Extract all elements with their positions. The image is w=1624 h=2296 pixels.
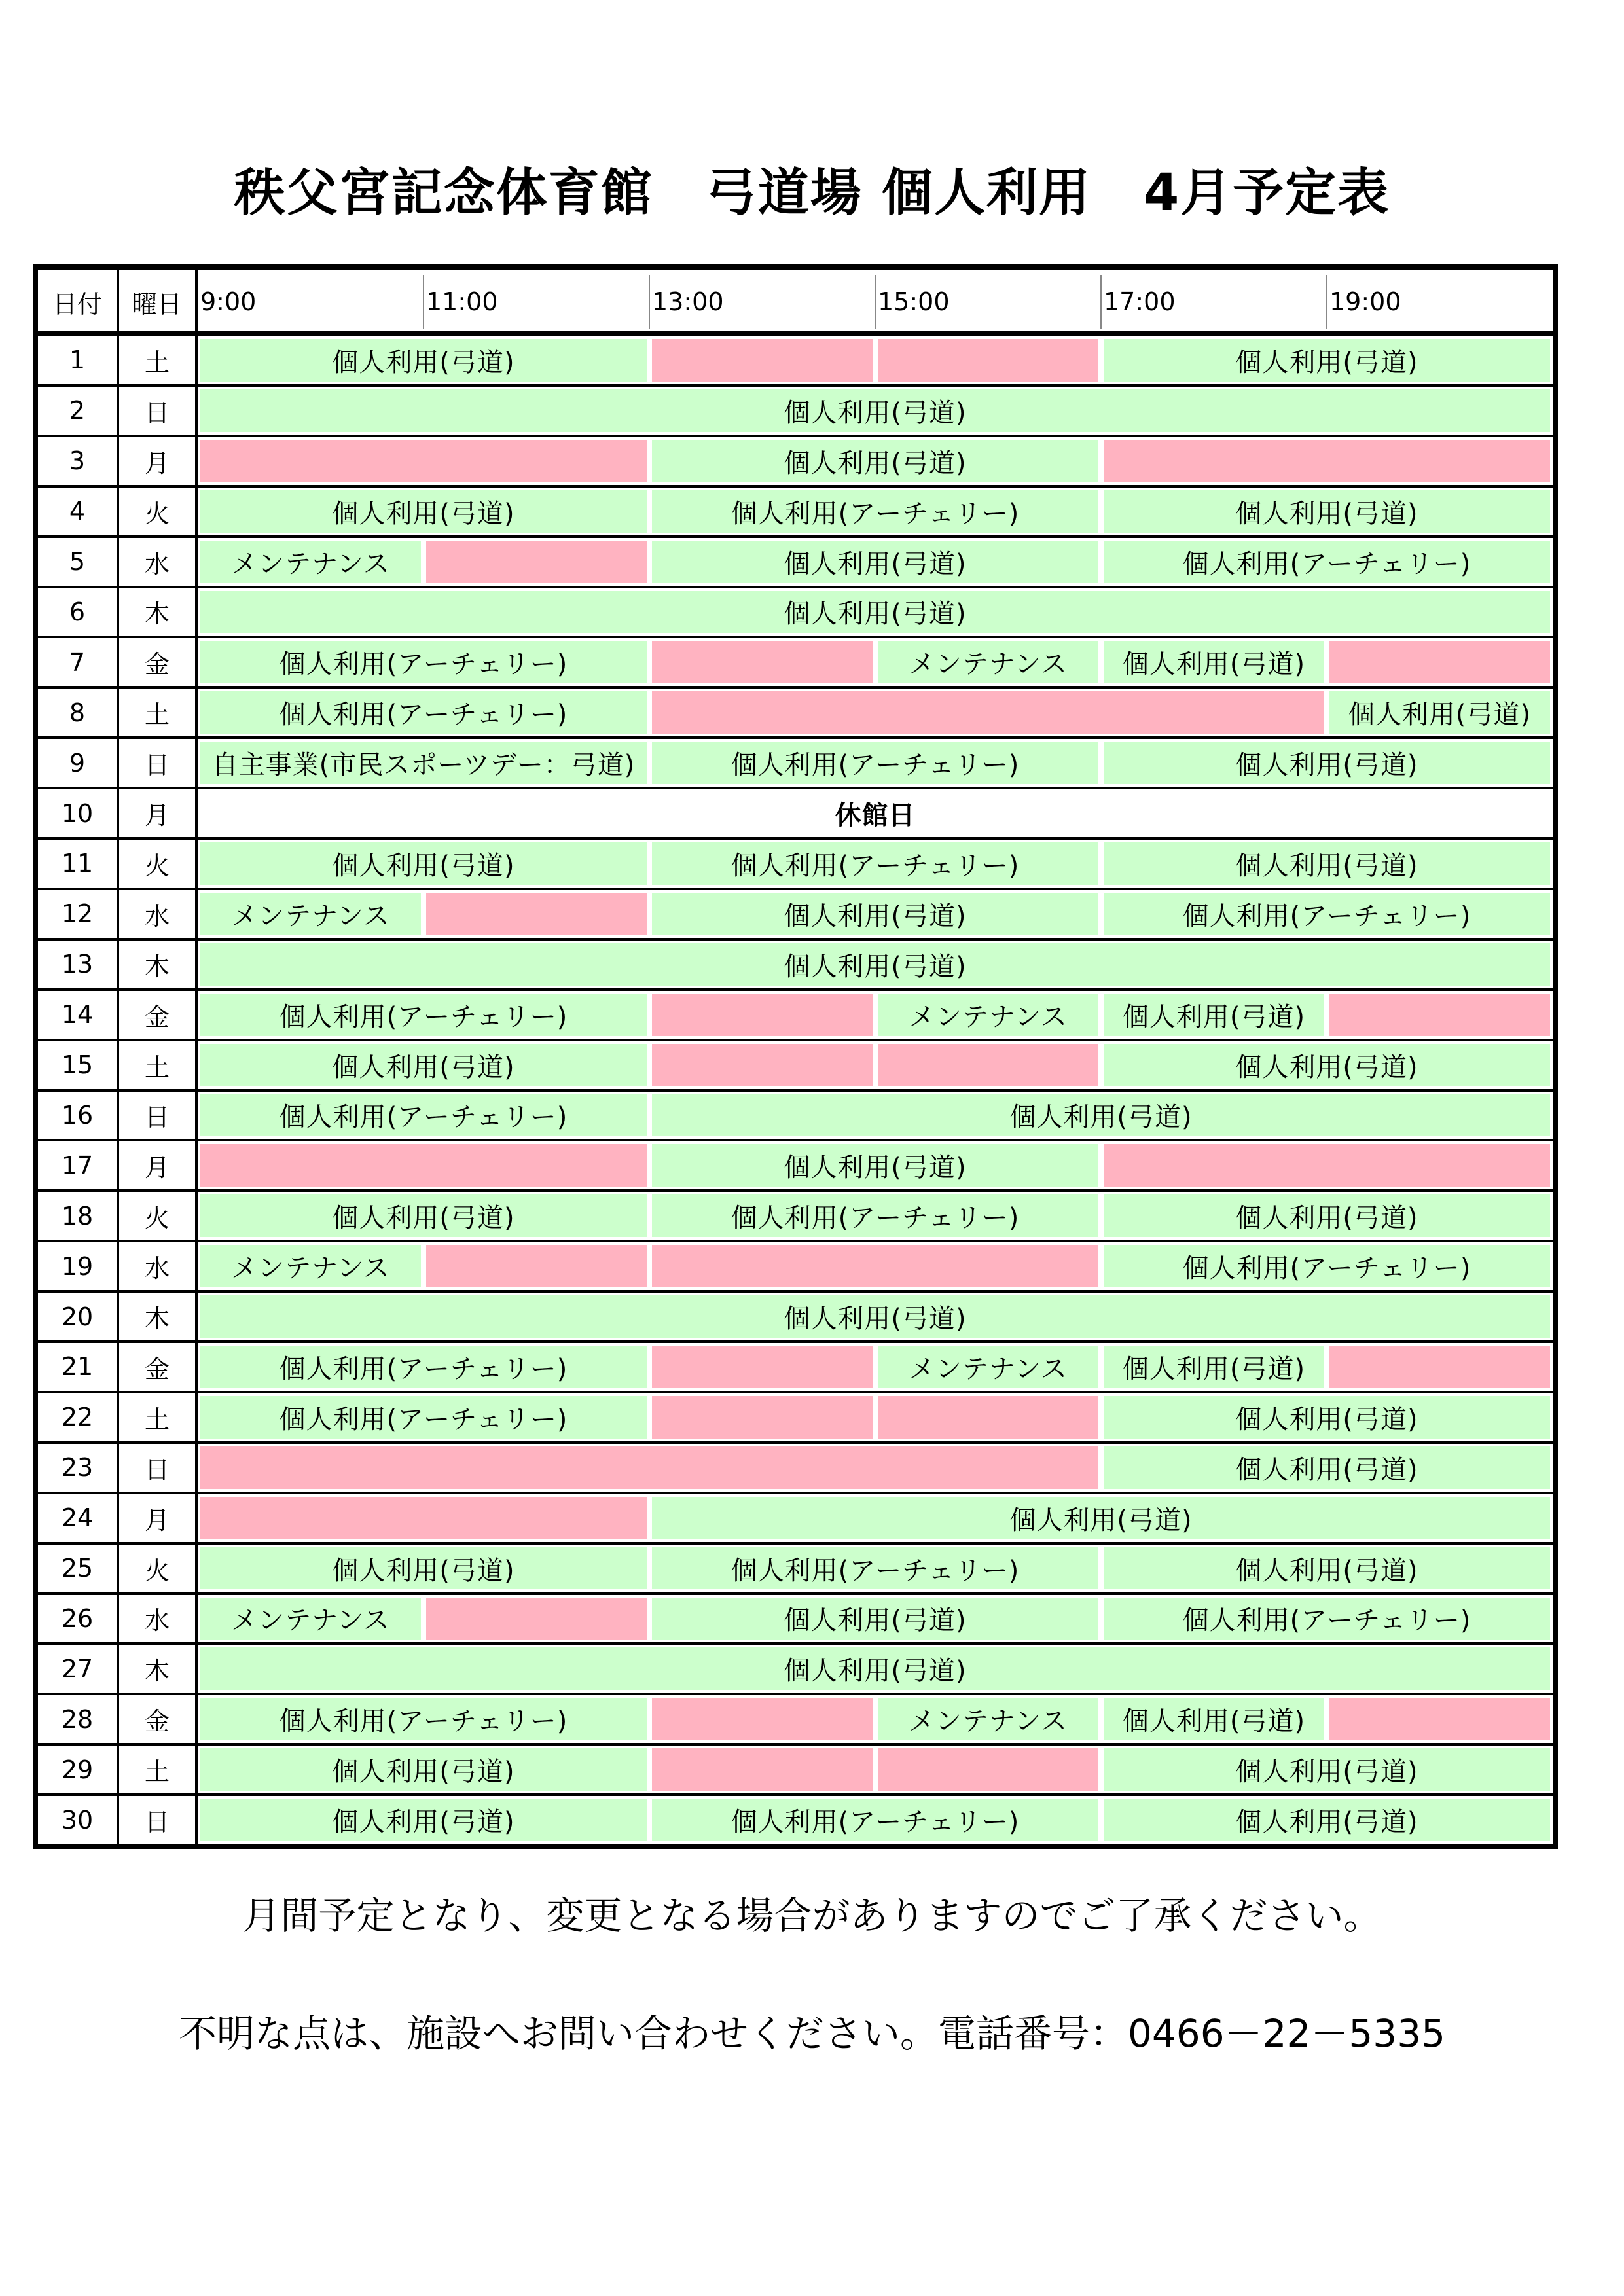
usage-slot: 個人利用(弓道) (652, 541, 1098, 583)
row-weekday: 火 (144, 1556, 170, 1585)
usage-slot: 個人利用(アーチェリー) (652, 742, 1098, 784)
header-divider (38, 331, 1553, 336)
usage-slot: 個人利用(弓道) (200, 591, 1550, 634)
header-date: 日付 (52, 289, 102, 319)
usage-slot: 個人利用(アーチェリー) (200, 1698, 647, 1740)
row-weekday: 火 (144, 1204, 170, 1233)
empty-slot (426, 1598, 647, 1640)
usage-slot: 個人利用(弓道) (1104, 1748, 1550, 1791)
usage-slot: 個人利用(アーチェリー) (200, 691, 647, 734)
usage-slot: 個人利用(弓道) (200, 339, 647, 382)
empty-slot (878, 1748, 1098, 1791)
row-date: 13 (61, 950, 94, 979)
header-time: 17:00 (1104, 287, 1176, 316)
row-divider (38, 535, 1553, 538)
row-divider (38, 1089, 1553, 1092)
usage-slot: 個人利用(弓道) (200, 1647, 1550, 1690)
row-weekday: 日 (144, 751, 170, 780)
row-date: 28 (61, 1704, 94, 1734)
row-date: 21 (61, 1352, 94, 1382)
row-date: 16 (61, 1100, 94, 1130)
empty-slot (652, 994, 873, 1036)
empty-slot (426, 1245, 647, 1287)
usage-slot: 個人利用(アーチェリー) (652, 490, 1098, 533)
empty-slot (652, 641, 873, 683)
row-divider (38, 787, 1553, 789)
usage-slot: 個人利用(弓道) (1104, 1044, 1550, 1086)
usage-slot: 個人利用(弓道) (200, 1194, 647, 1237)
row-date: 10 (61, 798, 94, 828)
row-divider (38, 1240, 1553, 1242)
row-divider (38, 1391, 1553, 1393)
maintenance-slot: メンテナンス (878, 1346, 1098, 1388)
row-date: 11 (61, 849, 94, 878)
row-weekday: 金 (144, 650, 170, 679)
header-time-divider (423, 275, 424, 329)
row-weekday: 木 (144, 952, 170, 981)
row-date: 23 (61, 1453, 94, 1482)
usage-slot: 個人利用(弓道) (1104, 1346, 1324, 1388)
row-date: 26 (61, 1604, 94, 1633)
row-divider (38, 1139, 1553, 1141)
usage-slot: 個人利用(弓道) (1329, 691, 1550, 734)
row-weekday: 金 (144, 1002, 170, 1031)
row-divider (38, 1743, 1553, 1746)
row-weekday: 日 (144, 1455, 170, 1484)
empty-slot (652, 691, 1324, 734)
usage-slot: 個人利用(アーチェリー) (652, 1799, 1098, 1841)
row-weekday: 日 (144, 1808, 170, 1837)
row-date: 22 (61, 1403, 94, 1432)
header-time-divider (875, 275, 876, 329)
maintenance-slot: メンテナンス (200, 1245, 421, 1287)
maintenance-slot: メンテナンス (878, 1698, 1098, 1740)
empty-slot (1104, 440, 1550, 482)
row-divider (38, 686, 1553, 689)
row-weekday: 土 (144, 348, 170, 377)
header-time: 15:00 (878, 287, 950, 316)
row-divider (38, 1290, 1553, 1293)
usage-slot: 個人利用(弓道) (1104, 490, 1550, 533)
row-weekday: 土 (144, 1405, 170, 1434)
header-weekday: 曜日 (132, 289, 182, 319)
empty-slot (200, 1497, 647, 1539)
row-divider (38, 586, 1553, 588)
row-date: 2 (69, 396, 86, 425)
header-time: 13:00 (652, 287, 724, 316)
row-weekday: 木 (144, 1304, 170, 1334)
row-divider (38, 1340, 1553, 1343)
usage-slot: 個人利用(弓道) (1104, 641, 1324, 683)
empty-slot (652, 1346, 873, 1388)
usage-slot: 個人利用(アーチェリー) (200, 994, 647, 1036)
usage-slot: 個人利用(弓道) (652, 1497, 1550, 1539)
empty-slot (652, 1698, 873, 1740)
row-weekday: 水 (144, 1254, 170, 1283)
usage-slot: 個人利用(アーチェリー) (652, 1547, 1098, 1590)
usage-slot: 個人利用(弓道) (1104, 994, 1324, 1036)
usage-slot: 個人利用(弓道) (200, 1799, 647, 1841)
maintenance-slot: メンテナンス (200, 893, 421, 935)
empty-slot (652, 1044, 873, 1086)
row-weekday: 木 (144, 600, 170, 629)
row-date: 1 (69, 346, 86, 375)
empty-slot (652, 1748, 873, 1791)
usage-slot: 個人利用(弓道) (652, 1144, 1098, 1187)
usage-slot: 個人利用(弓道) (652, 440, 1098, 482)
row-weekday: 木 (144, 1657, 170, 1686)
empty-slot (652, 1396, 873, 1439)
row-divider (38, 1189, 1553, 1192)
row-divider (38, 988, 1553, 991)
row-divider (38, 1441, 1553, 1444)
row-date: 24 (61, 1503, 94, 1533)
header-time-divider (649, 275, 650, 329)
row-divider (38, 1492, 1553, 1494)
usage-slot: 個人利用(アーチェリー) (200, 1396, 647, 1439)
row-divider (38, 837, 1553, 840)
closed-day-cell: 休館日 (200, 792, 1550, 834)
row-date: 12 (61, 899, 94, 929)
usage-slot: 個人利用(弓道) (1104, 842, 1550, 885)
usage-slot: 個人利用(弓道) (200, 490, 647, 533)
row-weekday: 土 (144, 700, 170, 730)
row-weekday: 金 (144, 1354, 170, 1384)
empty-slot (1329, 994, 1550, 1036)
row-date: 8 (69, 698, 86, 727)
usage-slot: 個人利用(弓道) (200, 1748, 647, 1791)
row-divider (38, 435, 1553, 437)
usage-slot: 個人利用(アーチェリー) (1104, 1245, 1550, 1287)
usage-slot: 個人利用(弓道) (1104, 742, 1550, 784)
usage-slot: 個人利用(弓道) (200, 389, 1550, 432)
empty-slot (200, 1144, 647, 1187)
note-contact: 不明な点は、施設へお問い合わせください。電話番号：0466－22－5335 (178, 2011, 1446, 2056)
maintenance-slot: メンテナンス (878, 641, 1098, 683)
row-date: 29 (61, 1755, 94, 1784)
row-date: 4 (69, 497, 86, 526)
usage-slot: 個人利用(アーチェリー) (652, 842, 1098, 885)
empty-slot (200, 440, 647, 482)
row-divider (38, 1039, 1553, 1041)
row-weekday: 火 (144, 499, 170, 528)
empty-slot (426, 893, 647, 935)
row-weekday: 金 (144, 1707, 170, 1736)
usage-slot: 個人利用(弓道) (200, 1295, 1550, 1338)
maintenance-slot: メンテナンス (200, 541, 421, 583)
event-slot: 自主事業(市民スポーツデー：弓道) (200, 742, 647, 784)
usage-slot: 個人利用(弓道) (652, 893, 1098, 935)
usage-slot: 個人利用(弓道) (1104, 1194, 1550, 1237)
note-schedule-change: 月間予定となり、変更となる場合がありますのでご了承ください。 (242, 1893, 1382, 1938)
row-divider (38, 1642, 1553, 1645)
row-date: 14 (61, 1000, 94, 1030)
row-weekday: 土 (144, 1052, 170, 1082)
row-divider (38, 636, 1553, 638)
row-weekday: 月 (144, 1505, 170, 1535)
usage-slot: 個人利用(アーチェリー) (200, 641, 647, 683)
usage-slot: 個人利用(弓道) (1104, 1799, 1550, 1841)
row-divider (38, 1693, 1553, 1695)
row-date: 27 (61, 1654, 94, 1683)
usage-slot: 個人利用(アーチェリー) (200, 1094, 647, 1137)
empty-slot (652, 339, 873, 382)
row-date: 30 (61, 1805, 94, 1835)
usage-slot: 個人利用(弓道) (200, 1547, 647, 1590)
row-divider (38, 1542, 1553, 1545)
row-weekday: 水 (144, 1606, 170, 1636)
empty-slot (878, 1396, 1098, 1439)
empty-slot (1329, 1698, 1550, 1740)
page-title: 秩父宮記念体育館 弓道場 個人利用 4月予定表 (234, 164, 1390, 223)
header-time: 9:00 (200, 287, 257, 316)
empty-slot (878, 1044, 1098, 1086)
row-weekday: 火 (144, 851, 170, 880)
column-divider (117, 270, 119, 1844)
row-weekday: 月 (144, 448, 170, 478)
maintenance-slot: メンテナンス (200, 1598, 421, 1640)
usage-slot: 個人利用(アーチェリー) (1104, 541, 1550, 583)
row-date: 3 (69, 446, 86, 476)
empty-slot (878, 339, 1098, 382)
header-time-divider (1100, 275, 1102, 329)
usage-slot: 個人利用(弓道) (652, 1598, 1098, 1640)
row-date: 20 (61, 1302, 94, 1331)
maintenance-slot: メンテナンス (878, 994, 1098, 1036)
empty-slot (200, 1446, 1098, 1489)
usage-slot: 個人利用(弓道) (1104, 1446, 1550, 1489)
usage-slot: 個人利用(アーチェリー) (652, 1194, 1098, 1237)
row-divider (38, 485, 1553, 488)
empty-slot (652, 1245, 1098, 1287)
row-divider (38, 938, 1553, 941)
row-date: 25 (61, 1554, 94, 1583)
usage-slot: 個人利用(弓道) (200, 1044, 647, 1086)
usage-slot: 個人利用(弓道) (200, 943, 1550, 986)
row-divider (38, 888, 1553, 890)
usage-slot: 個人利用(弓道) (200, 842, 647, 885)
row-date: 19 (61, 1251, 94, 1281)
empty-slot (1329, 1346, 1550, 1388)
row-divider (38, 1592, 1553, 1595)
row-divider (38, 384, 1553, 387)
usage-slot: 個人利用(アーチェリー) (1104, 1598, 1550, 1640)
row-date: 15 (61, 1050, 94, 1080)
empty-slot (1104, 1144, 1550, 1187)
usage-slot: 個人利用(アーチェリー) (200, 1346, 647, 1388)
row-weekday: 日 (144, 1103, 170, 1132)
row-date: 18 (61, 1201, 94, 1230)
row-date: 6 (69, 597, 86, 626)
row-weekday: 土 (144, 1757, 170, 1787)
row-weekday: 水 (144, 901, 170, 931)
row-date: 5 (69, 547, 86, 577)
row-weekday: 日 (144, 398, 170, 427)
column-divider (195, 270, 198, 1844)
empty-slot (426, 541, 647, 583)
usage-slot: 個人利用(弓道) (1104, 339, 1550, 382)
row-divider (38, 736, 1553, 739)
row-weekday: 月 (144, 801, 170, 831)
row-weekday: 水 (144, 549, 170, 579)
row-date: 9 (69, 748, 86, 778)
row-divider (38, 1793, 1553, 1796)
row-weekday: 月 (144, 1153, 170, 1183)
empty-slot (1329, 641, 1550, 683)
usage-slot: 個人利用(弓道) (1104, 1396, 1550, 1439)
usage-slot: 個人利用(弓道) (1104, 1547, 1550, 1590)
header-time: 11:00 (426, 287, 498, 316)
header-time-divider (1326, 275, 1327, 329)
usage-slot: 個人利用(弓道) (652, 1094, 1550, 1137)
row-date: 17 (61, 1151, 94, 1180)
usage-slot: 個人利用(アーチェリー) (1104, 893, 1550, 935)
usage-slot: 個人利用(弓道) (1104, 1698, 1324, 1740)
header-time: 19:00 (1329, 287, 1401, 316)
schedule-table (33, 264, 1558, 1849)
row-date: 7 (69, 647, 86, 677)
